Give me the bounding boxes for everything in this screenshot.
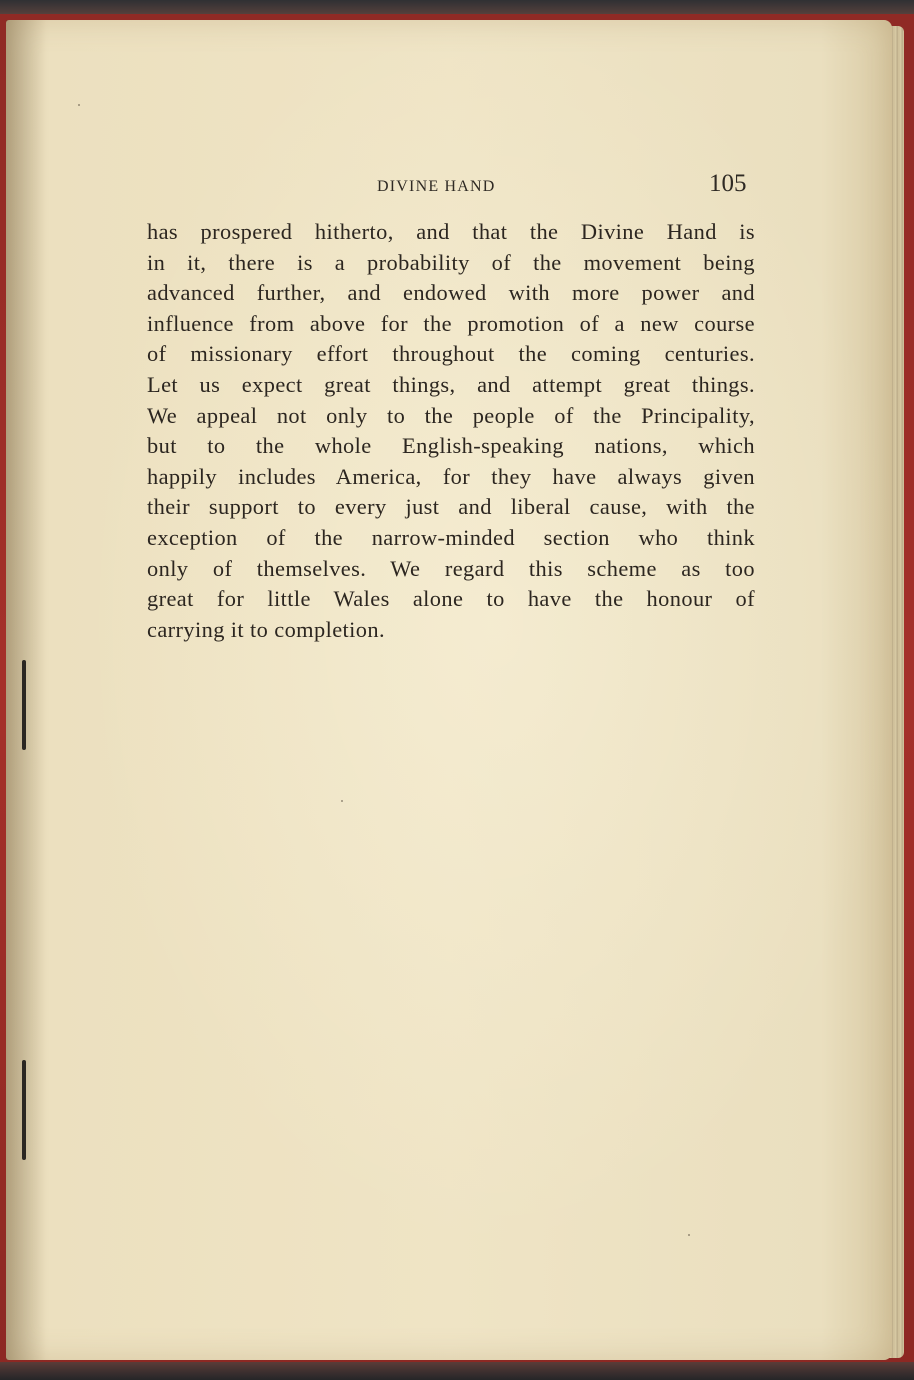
text-line: Let us expect great things, and attempt great things. (147, 371, 755, 397)
text-line: their support to every just and liberal cause, with the (147, 494, 755, 520)
text-line: We appeal not only to the people of the Principality, (147, 402, 755, 428)
cover-bottom-edge (0, 1362, 914, 1380)
binding-stitch (22, 1060, 26, 1160)
book-page (6, 20, 892, 1360)
text-line: but to the whole English-speaking nations, which (147, 433, 755, 459)
text-line: advanced further, and endowed with more power and (147, 280, 755, 306)
text-line: influence from above for the promotion of a new course (147, 310, 755, 336)
text-line: happily includes America, for they have always given (147, 463, 755, 489)
text-line: exception of the narrow-minded section who think (147, 524, 755, 550)
gutter-shadow (6, 20, 46, 1360)
paper-speck (688, 1234, 690, 1236)
binding-stitch (22, 660, 26, 750)
cover-top-edge (0, 0, 914, 14)
text-line: only of themselves. We regard this scheme as too (147, 555, 755, 581)
running-head-title: DIVINE HAND (377, 178, 496, 195)
body-paragraph (147, 217, 755, 645)
paper-speck (78, 104, 80, 106)
running-head (6, 170, 892, 206)
page-number: 105 (709, 170, 747, 197)
text-line: of missionary effort throughout the coming centuries. (147, 341, 755, 367)
text-line: great for little Wales alone to have the honour of (147, 586, 755, 612)
paper-speck (341, 800, 343, 802)
text-line: carrying it to completion. (147, 616, 385, 642)
text-line: in it, there is a probability of the movement being (147, 249, 755, 275)
text-line: has prospered hitherto, and that the Divine Hand is (147, 219, 755, 244)
